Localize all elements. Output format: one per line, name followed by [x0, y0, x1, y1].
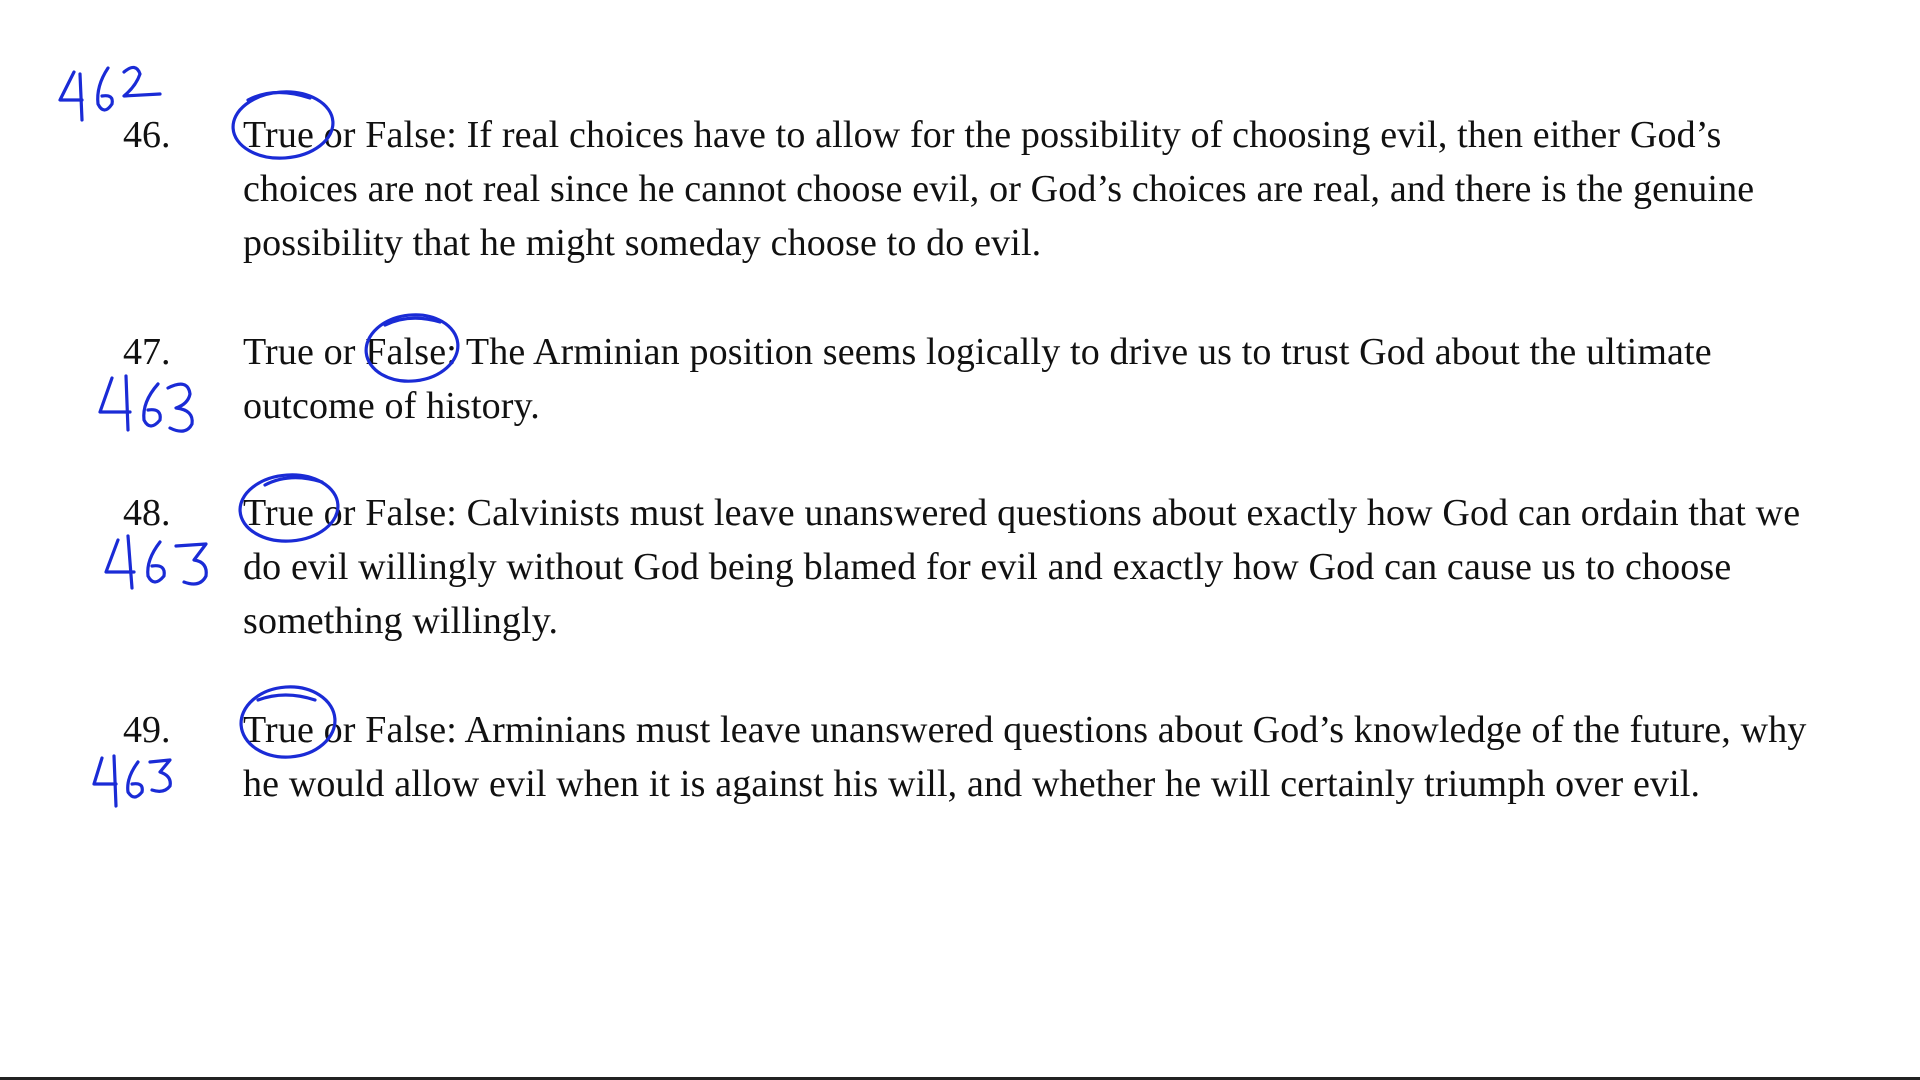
question-number: 48.: [123, 492, 171, 534]
question-number: 49.: [123, 709, 171, 751]
question-text: True or False: The Arminian position seems logically to drive us to trust God about the ultimate outcome of history.: [243, 331, 1712, 427]
answer-circle-q47-tail: [385, 318, 440, 325]
page-note-q49: [94, 756, 170, 806]
answer-circle-q46-tail: [248, 92, 310, 100]
answer-circle-q48-tail: [265, 478, 322, 485]
question-text: True or False: If real choices have to allow for the possibility of choosing evil, then either God’s choices are not real since he cannot choose evil, or God’s choices are real, and there is the genuine possibility that he might someday choose to do evil.: [243, 114, 1755, 264]
question-text: True or False: Arminians must leave unanswered questions about God’s knowledge of the future, why he would allow evil when it is against his will, and whether he will certainly triumph over evil.: [243, 709, 1807, 805]
question-number: 46.: [123, 114, 171, 156]
answer-circle-q49-tail: [258, 695, 315, 700]
page-note-q48: [106, 536, 206, 588]
question-number: 47.: [123, 331, 171, 373]
question-text: True or False: Calvinists must leave unanswered questions about exactly how God can ordain that we do evil willingly without God being blamed for evil and exactly how God can cause us to choose something willingly.: [243, 492, 1801, 642]
page-note-q47: [100, 376, 192, 431]
